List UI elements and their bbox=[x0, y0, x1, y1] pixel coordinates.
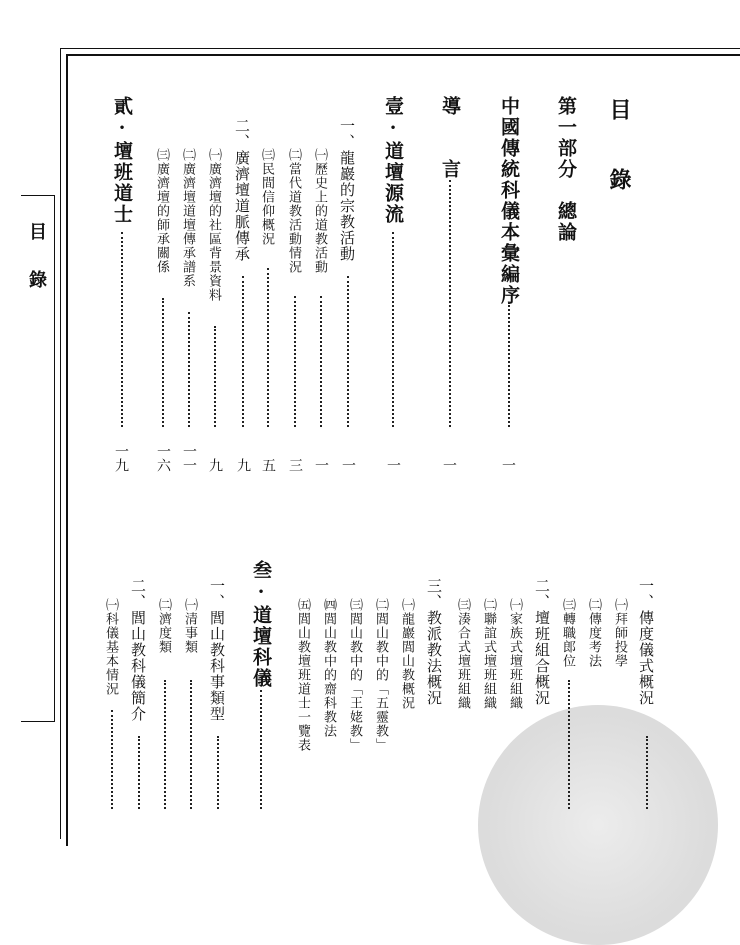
subsection-2-1-2: ㈡傳度考法 bbox=[586, 598, 601, 668]
page-subsection-1-1-2: 三 bbox=[287, 458, 303, 472]
toc-heading-char-2: 錄 bbox=[606, 168, 632, 194]
page-section-1-1: 一 bbox=[340, 458, 356, 472]
page-subsection-1-2-3: 一六 bbox=[155, 444, 171, 472]
chapter-3-heading: 叁·道壇科儀 bbox=[250, 560, 272, 689]
page-subsection-1-1-1: 一 bbox=[313, 458, 329, 472]
leader-dots bbox=[646, 736, 648, 809]
page-preface: 一 bbox=[500, 458, 516, 472]
leader-dots bbox=[347, 276, 349, 427]
page-subsection-1-2-2: 一一 bbox=[181, 444, 197, 472]
page-chapter-2: 一九 bbox=[113, 444, 129, 472]
leader-dots bbox=[392, 232, 394, 427]
subsection-1-2-2: ㈡廣濟壇道壇傳承譜系 bbox=[180, 148, 195, 288]
subsection-2-3-2: ㈡閭山教中的「五靈教」 bbox=[373, 598, 388, 752]
subsection-1-2-1: ㈠廣濟壇的社區背景資料 bbox=[206, 148, 221, 302]
leader-dots bbox=[121, 232, 123, 427]
part-one-heading: 第一部分 總論 bbox=[555, 96, 577, 243]
leader-dots bbox=[267, 268, 269, 427]
watermark-stamp bbox=[478, 705, 718, 945]
leader-dots bbox=[188, 312, 190, 427]
subsection-2-3-1: ㈠龍巖閭山教概況 bbox=[399, 598, 414, 710]
subsection-2-3-5: ㈤閭山教壇班道士一覽表 bbox=[295, 598, 310, 752]
section-3-2: 二、閭山教科儀簡介 bbox=[129, 578, 147, 722]
chapter-2-heading: 貳·壇班道士 bbox=[111, 96, 133, 225]
chapter-1-heading: 壹·道壇源流 bbox=[382, 96, 404, 225]
page-intro: 一 bbox=[441, 458, 457, 472]
leader-dots bbox=[242, 276, 244, 427]
subsection-3-1-1: ㈠清事類 bbox=[182, 598, 197, 654]
leader-dots bbox=[449, 180, 451, 427]
side-tab-char-1: 目 bbox=[29, 222, 47, 243]
subsection-2-1-1: ㈠拜師投學 bbox=[612, 598, 627, 668]
leader-dots bbox=[138, 736, 140, 809]
leader-dots bbox=[162, 298, 164, 427]
subsection-2-2-2: ㈡聯誼式壇班組織 bbox=[481, 598, 496, 710]
page-chapter-1: 一 bbox=[385, 458, 401, 472]
subsection-2-3-3: ㈢閭山教中的「王姥教」 bbox=[347, 598, 362, 752]
leader-dots bbox=[320, 296, 322, 427]
leader-dots bbox=[111, 710, 113, 809]
leader-dots bbox=[260, 690, 262, 809]
section-1-1: 一、龍巖的宗教活動 bbox=[338, 118, 356, 262]
subsection-2-2-1: ㈠家族式壇班組織 bbox=[507, 598, 522, 710]
leader-dots bbox=[217, 736, 219, 809]
subsection-1-1-3: ㈢民間信仰概況 bbox=[259, 148, 274, 246]
section-3-1: 一、閭山教科事類型 bbox=[208, 578, 226, 722]
subsection-2-3-4: ㈣閭山教中的齋科教法 bbox=[321, 598, 336, 738]
side-tab-char-2: 錄 bbox=[29, 270, 47, 291]
subsection-2-1-3: ㈢轉職郎位 bbox=[560, 598, 575, 668]
section-1-2: 二、廣濟壇道脈傳承 bbox=[233, 118, 251, 262]
leader-dots bbox=[214, 326, 216, 427]
subsection-3-2-1: ㈠科儀基本情況 bbox=[103, 598, 118, 696]
section-2-3: 三、教派教法概況 bbox=[425, 578, 443, 706]
subsection-1-1-1: ㈠歷史上的道教活動 bbox=[312, 148, 327, 274]
entry-preface: 中國傳統科儀本彙編序 bbox=[498, 96, 520, 306]
subsection-1-2-3: ㈢廣濟壇的師承關係 bbox=[154, 148, 169, 274]
page-subsection-1-1-3: 五 bbox=[260, 458, 276, 472]
leader-dots bbox=[508, 302, 510, 427]
leader-dots bbox=[568, 680, 570, 809]
leader-dots bbox=[294, 296, 296, 427]
side-tab bbox=[21, 195, 55, 722]
entry-intro: 導 言 bbox=[439, 96, 461, 180]
subsection-2-2-3: ㈢湊合式壇班組織 bbox=[455, 598, 470, 710]
page-section-1-2: 九 bbox=[235, 458, 251, 472]
toc-heading-char-1: 目 bbox=[606, 98, 632, 124]
leader-dots bbox=[164, 680, 166, 809]
section-2-1: 一、傳度儀式概況 bbox=[637, 578, 655, 706]
page-subsection-1-2-1: 九 bbox=[207, 458, 223, 472]
section-2-2: 二、壇班組合概況 bbox=[533, 578, 551, 706]
leader-dots bbox=[190, 680, 192, 809]
subsection-1-1-2: ㈡當代道教活動情況 bbox=[286, 148, 301, 274]
subsection-3-1-2: ㈡濟度類 bbox=[156, 598, 171, 654]
